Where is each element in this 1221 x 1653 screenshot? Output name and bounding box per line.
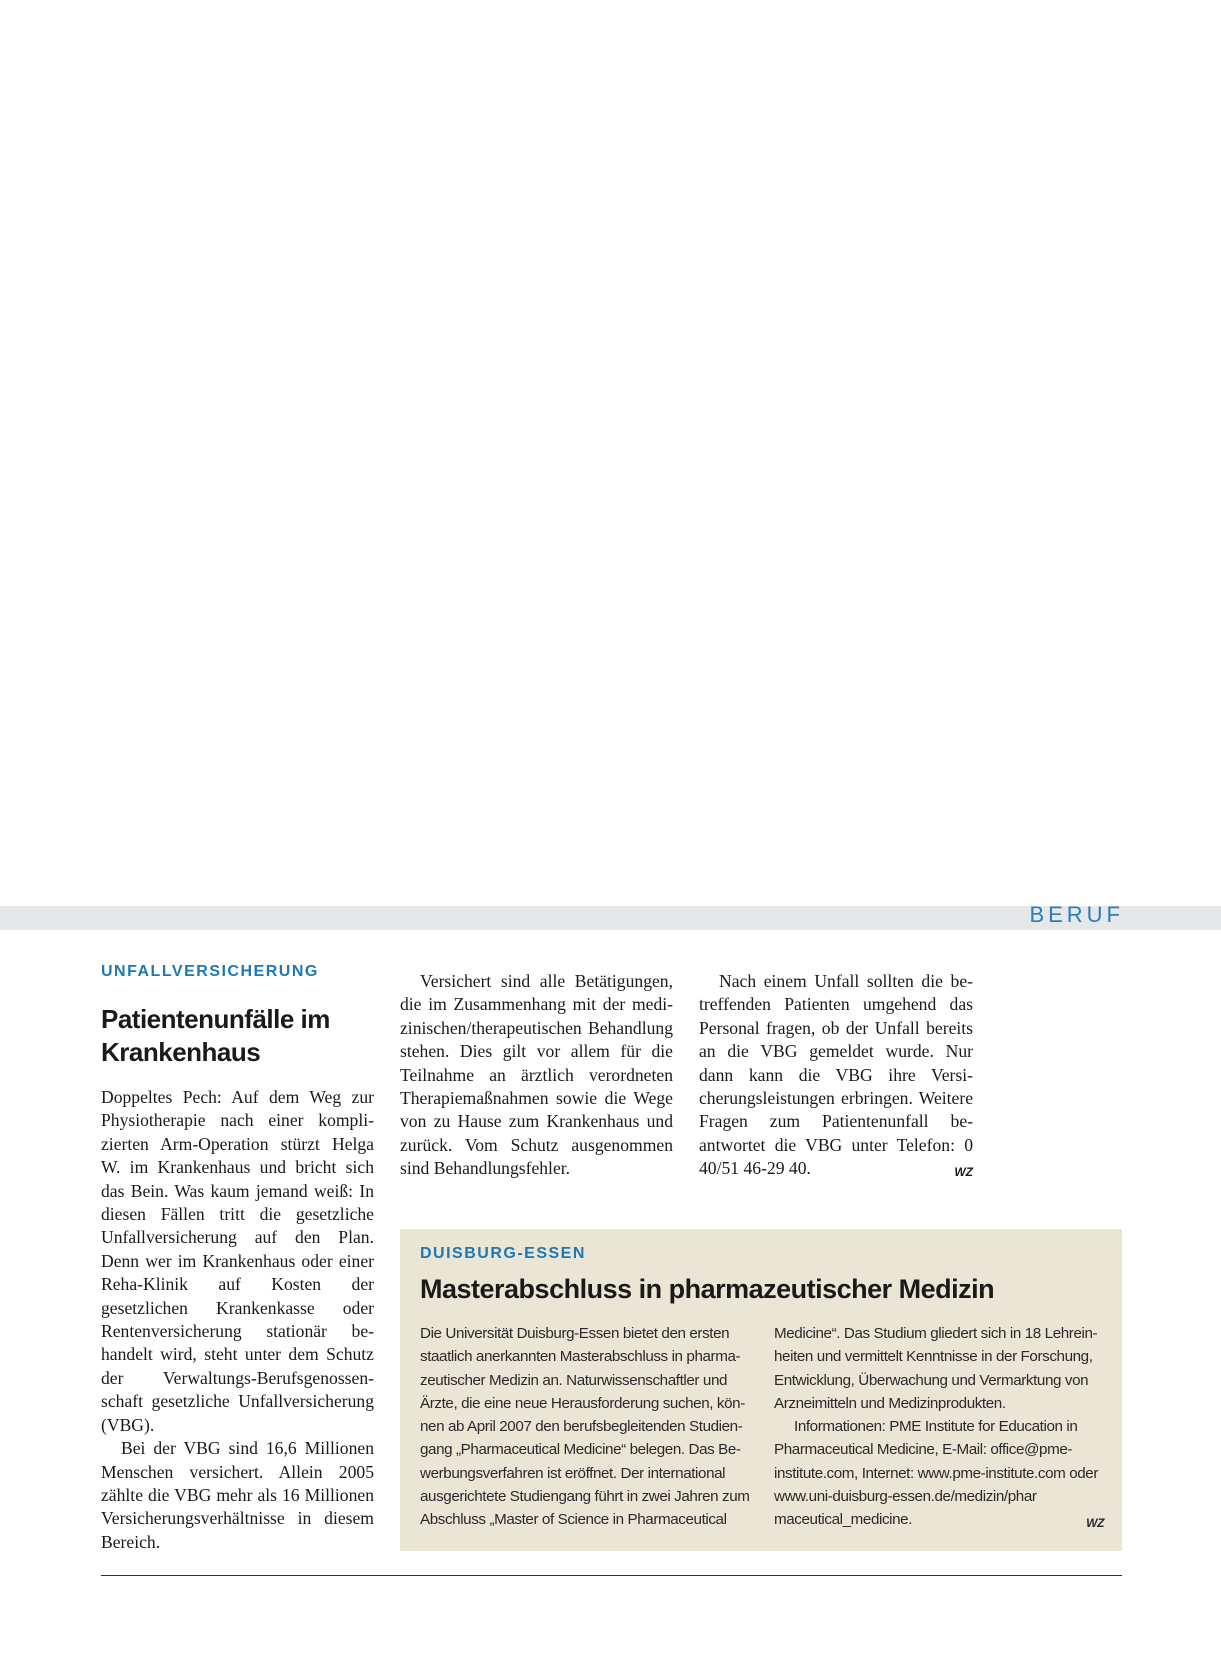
author-signature: WZ: [954, 1165, 973, 1180]
article-column-2: [400, 970, 673, 1181]
section-label: BERUF: [1029, 902, 1124, 927]
info-box-paragraph: [774, 1415, 1104, 1531]
article-paragraph: [699, 970, 973, 1181]
article-kicker: UNFALLVERSICHERUNG: [101, 963, 319, 980]
article-paragraph: Versichert sind alle Betätigungen, die im Zusammenhang mit der medizinischen/therapeutischen Behandlung stehen. Dies gilt vor allem für die Teilnahme an ärztlich verordneten Therapiemaßnahmen sowie die Wege von zu Hause zum Krankenhaus und zurück. Vom Schutz ausgenommen sind Behandlungsfehler.: [400, 971, 673, 1179]
info-box: [400, 1229, 1122, 1551]
info-box-kicker: DUISBURG-ESSEN: [420, 1245, 586, 1262]
article-column-3: [699, 970, 973, 1185]
article-paragraph: Doppeltes Pech: Auf dem Weg zur Physiotherapie nach einer komplizierten Arm-Operation stürzt Helga W. im Krankenhaus und bricht sich das Bein. Was kaum jemand weiß: In diesen Fällen tritt die gesetzliche Unfallversicherung auf den Plan. Denn wer im Krankenhaus oder einer Reha-Klinik auf Kosten der gesetzlichen Krankenkasse oder Rentenversicherung stationär behandelt wird, steht unter dem Schutz der Verwaltungs-Berufsgenossenschaft gesetzliche Unfallversicherung (VBG).: [101, 1087, 374, 1435]
article-body-column-1: [101, 1086, 374, 1554]
article-headline-line-1: Patientenunfälle im: [101, 1004, 330, 1034]
info-box-headline: Masterabschluss in pharmazeutischer Medizin: [420, 1274, 995, 1304]
info-box-column-2: [774, 1322, 1104, 1536]
info-box-paragraph: Medicine“. Das Studium gliedert sich in 18 Lehreinheiten und vermittelt Kenntnisse in der Forschung, Entwicklung, Überwachung und Vermarktung von Arzneimitteln und Medizinprodukten.: [774, 1325, 1098, 1412]
article-headline: [101, 1003, 374, 1069]
info-box-paragraph: Die Universität Duisburg-Essen bietet den ersten staatlich anerkannten Masterabschluss in pharmazeutischer Medizin an. Naturwissenschaftler und Ärzte, die eine neue Herausforderung suchen, können ab April 2007 den berufsbegleitenden Studiengang „Pharmaceutical Medicine“ belegen. Das Bewerbungsverfahren ist eröffnet. Der international ausgerichtete Studiengang führt in zwei Jahren zum Abschluss „Master of Science in Pharmaceutical: [420, 1325, 750, 1529]
info-box-signature: WZ: [1086, 1516, 1104, 1531]
article-paragraph-text: Nach einem Unfall sollten die betreffenden Patienten umgehend das Personal fragen, ob der Unfall bereits an die VBG gemeldet wurde. Nur dann kann die VBG ihre Versicherungsleistungen erbringen. Weitere Fragen zum Patientenunfall beantwortet die VBG unter Telefon: 0 40/51 46-29 40.: [699, 971, 973, 1179]
info-box-column-1: [420, 1322, 750, 1532]
bottom-divider: [101, 1575, 1122, 1576]
info-box-paragraph-text: Informationen: PME Institute for Education in Pharmaceutical Medicine, E-Mail: office@pme-institute.com, Internet: www.pme-institute.com oder www.uni-duisburg-essen.de/medizin/phar maceutical_medicine.: [774, 1418, 1098, 1529]
article-paragraph: Bei der VBG sind 16,6 Millionen Menschen versichert. Allein 2005 zählte die VBG mehr als 16 Millionen Versicherungsverhältnisse in diesem Bereich.: [101, 1438, 374, 1552]
article-headline-line-2: Krankenhaus: [101, 1037, 261, 1067]
